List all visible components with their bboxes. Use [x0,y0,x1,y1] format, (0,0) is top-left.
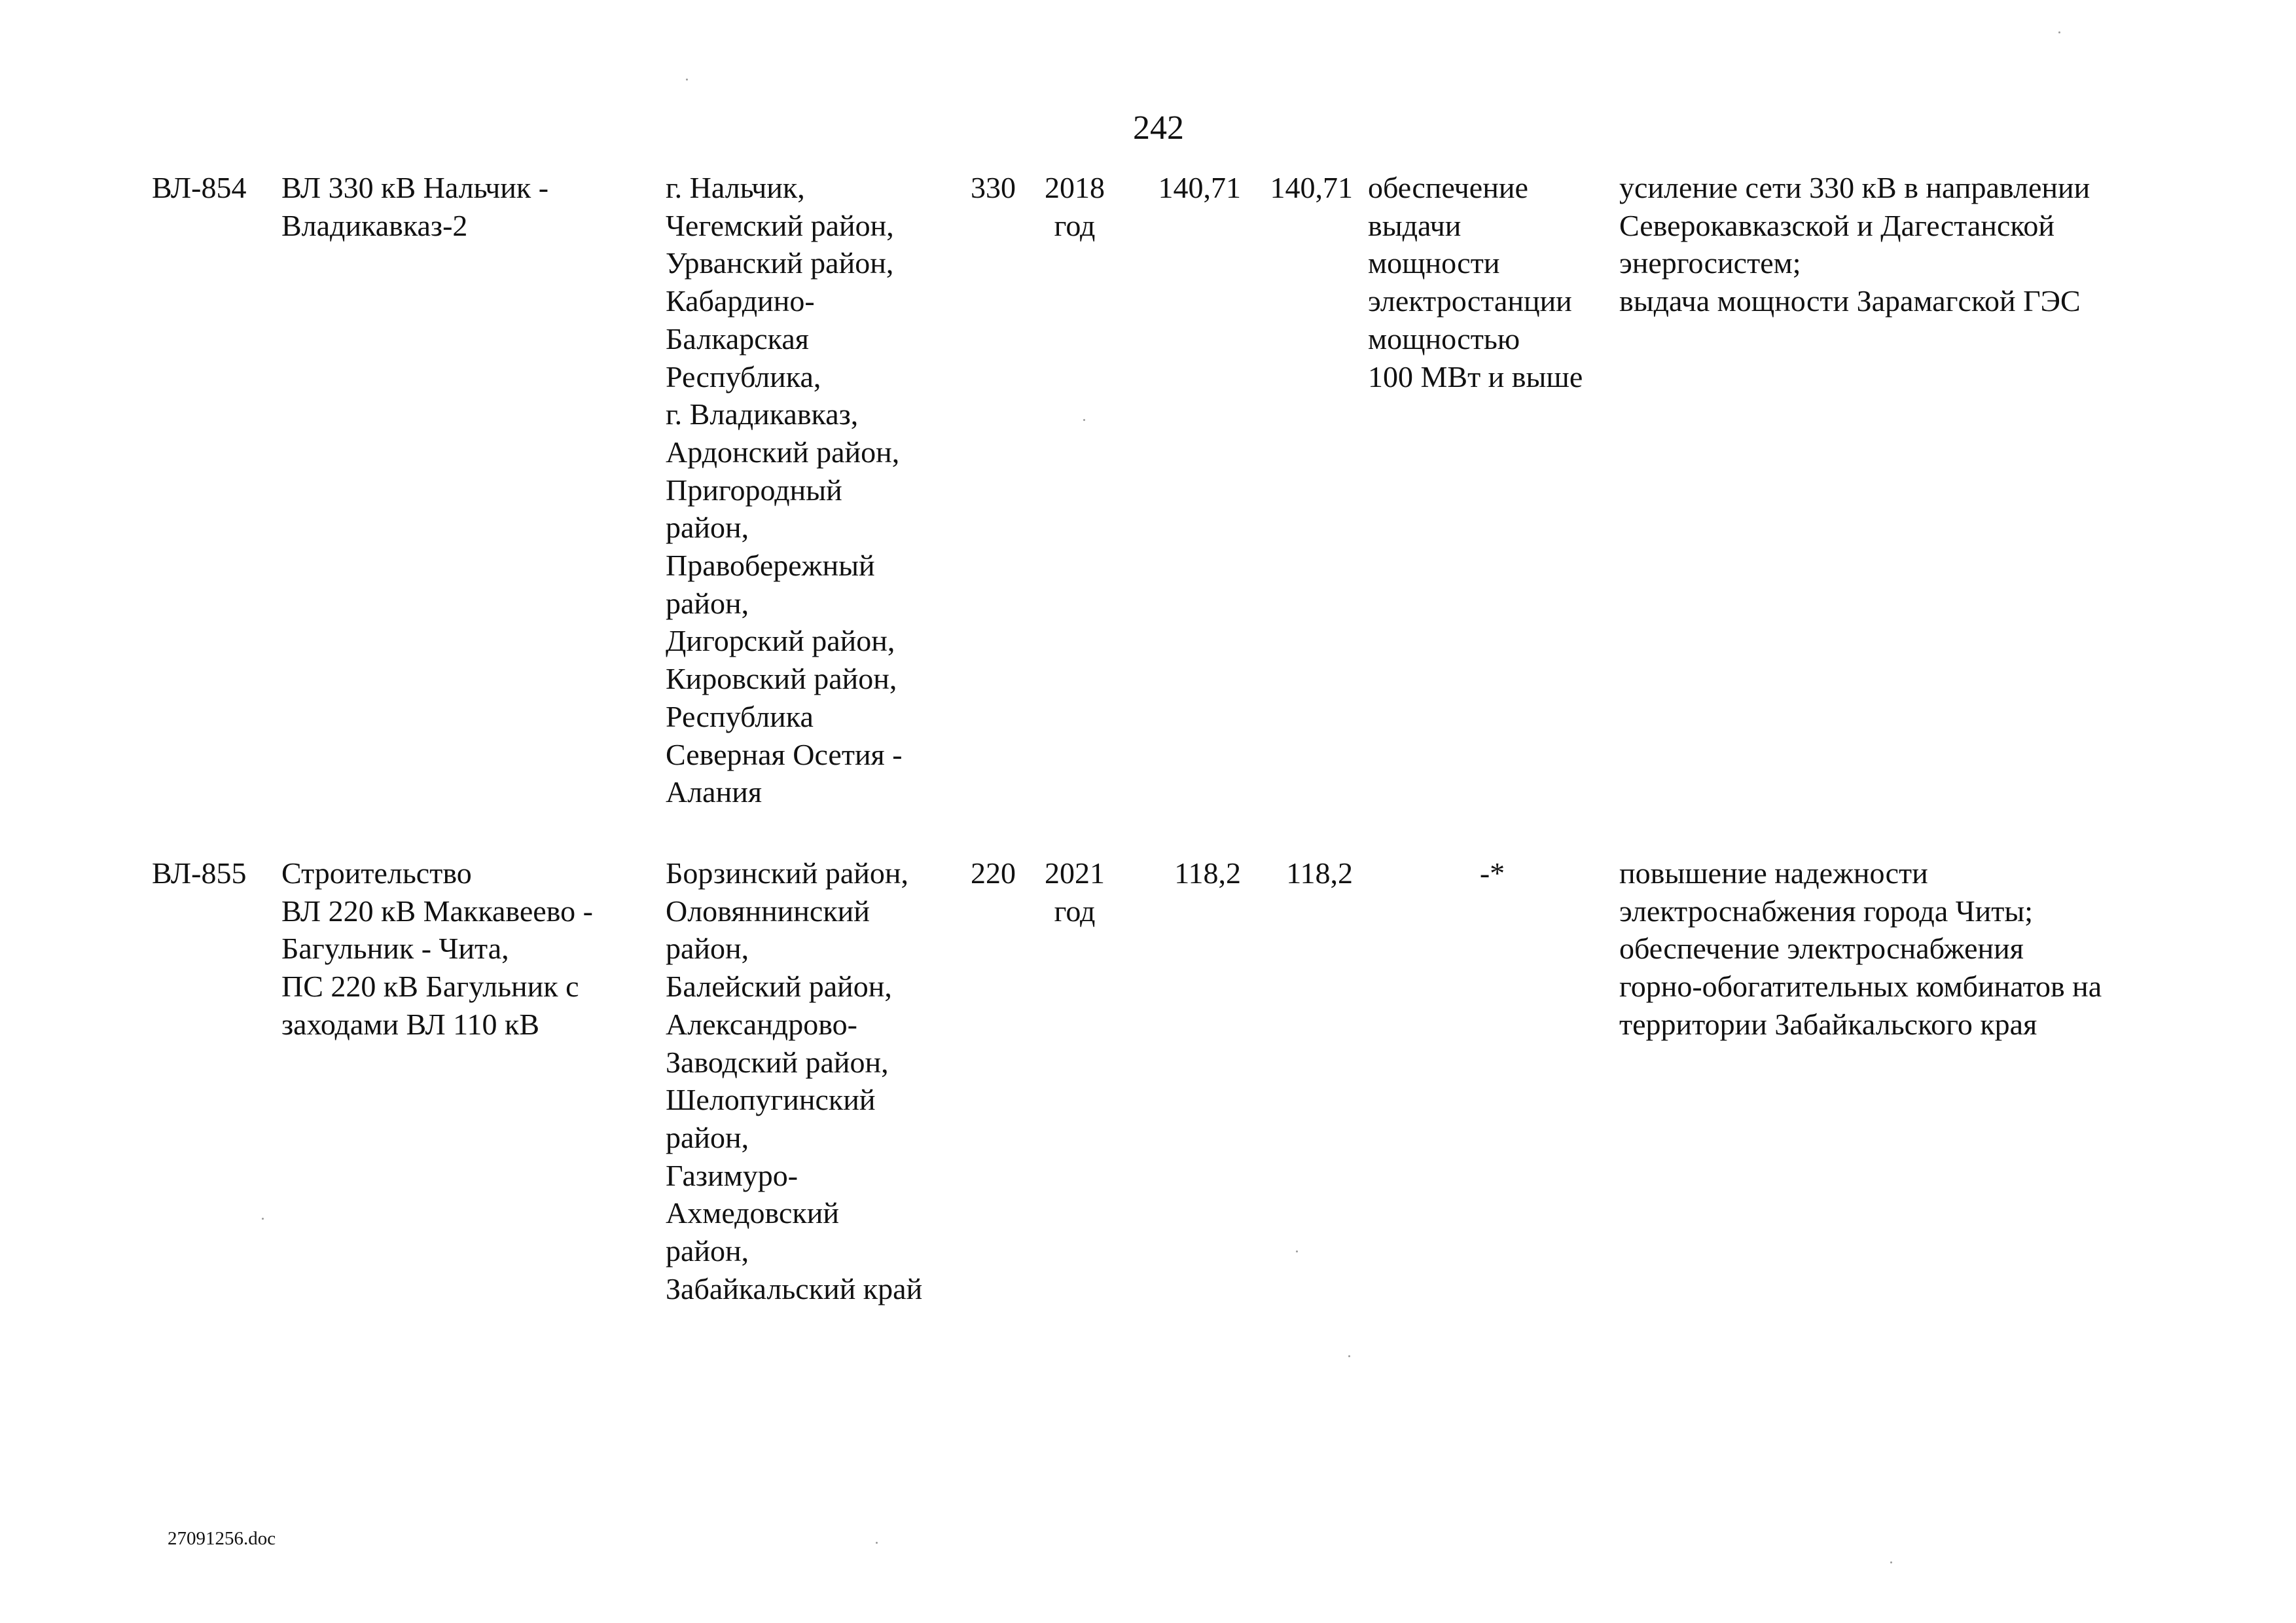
object-code: ВЛ-855 [152,856,247,890]
object-name: Строительство ВЛ 220 кВ Маккавеево - Багульник - Чита, ПС 220 кВ Багульник с заходами ВЛ 110 кВ [281,856,593,1041]
object-name: ВЛ 330 кВ Нальчик - Владикавказ-2 [281,171,549,242]
scan-speck [1348,1355,1350,1357]
object-purpose: -* [1479,856,1505,890]
footer-filename: 27091256.doc [168,1528,276,1549]
scan-speck [686,79,688,81]
scan-speck [1296,1250,1298,1252]
object-year: 2021 год [1045,856,1105,928]
object-purpose: обеспечение выдачи мощности электростанции мощностью 100 МВт и выше [1368,171,1583,393]
object-length-2: 140,71 [1270,171,1353,204]
object-length-2: 118,2 [1286,856,1353,890]
object-voltage: 220 [971,856,1016,890]
object-location: г. Нальчик, Чегемский район, Урванский район, Кабардино- Балкарская Республика, г. Владикавказ, Ардонский район, Пригородный район, Правобережный район, Дигорский район, Кировский район, Республика Северная Осетия - Алания [666,171,903,809]
scan-speck [262,1218,264,1220]
object-voltage: 330 [971,171,1016,204]
object-length-1: 140,71 [1158,171,1241,204]
object-goal: усиление сети 330 кВ в направлении Северокавказской и Дагестанской энергосистем; выдача мощности Зарамагской ГЭС [1619,171,2090,318]
object-location: Борзинский район, Оловяннинский район, Балейский район, Александрово- Заводский район, Шелопугинский район, Газимуро- Ахмедовский район, Забайкальский край [666,856,923,1305]
object-year: 2018 год [1045,171,1105,242]
scan-speck [876,1542,878,1544]
page-number: 242 [1133,109,1184,147]
object-length-1: 118,2 [1174,856,1241,890]
object-goal: повышение надежности электроснабжения города Читы; обеспечение электроснабжения горно-обогатительных комбинатов на территории Забайкальского края [1619,856,2102,1041]
object-code: ВЛ-854 [152,171,247,204]
scan-speck [1083,419,1085,421]
scan-speck [1890,1561,1892,1563]
scan-speck [2058,31,2060,33]
